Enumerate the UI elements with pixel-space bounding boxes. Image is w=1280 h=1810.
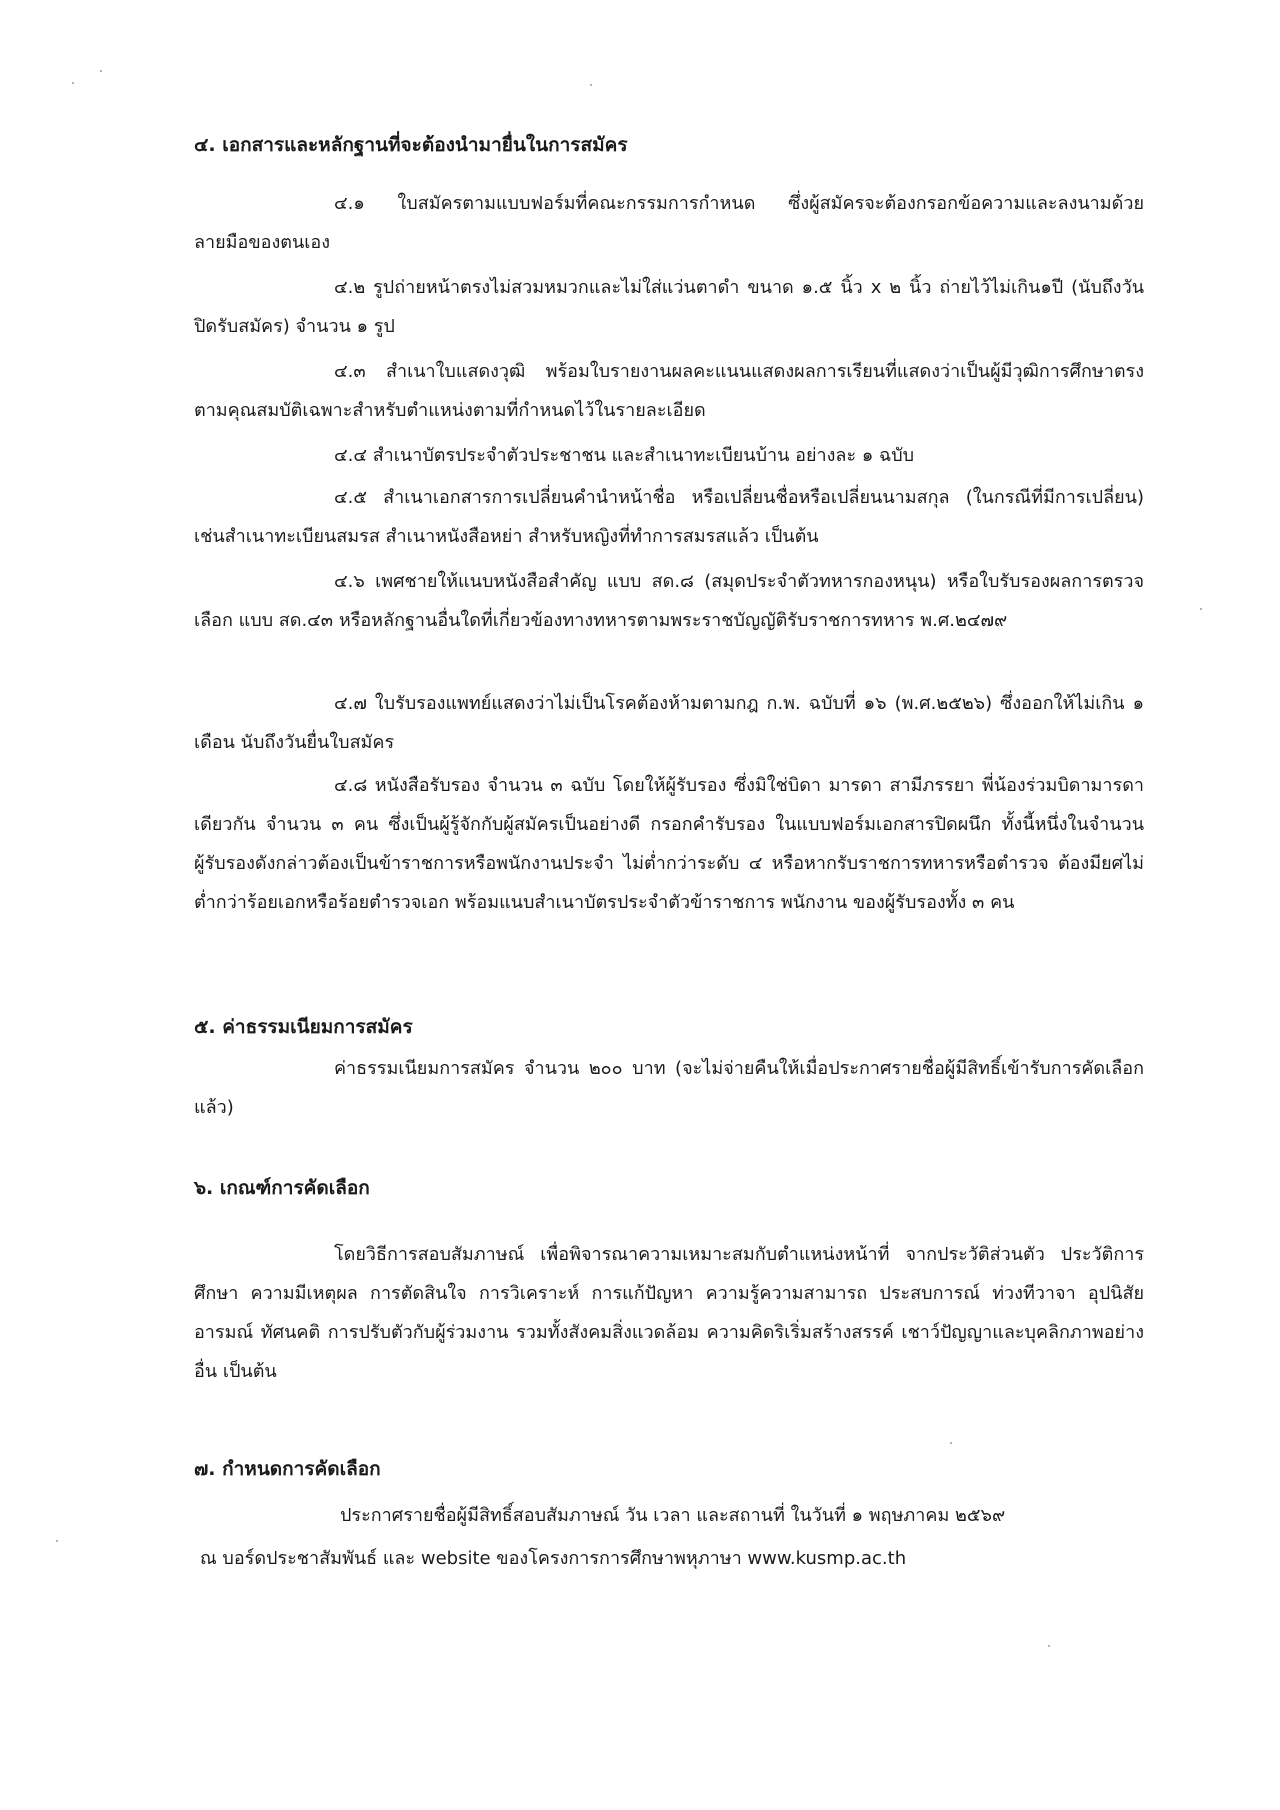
scan-speck <box>590 84 592 86</box>
item-4-2: ๔.๒ รูปถ่ายหน้าตรงไม่สวมหมวกและไม่ใส่แว่นตาดำ ขนาด ๑.๕ นิ้ว x ๒ นิ้ว ถ่ายไว้ไม่เกิน๑ปี (นับถึงวันปิดรับสมัคร) จำนวน ๑ รูป <box>194 277 1144 337</box>
section-4-heading: ๔. เอกสารและหลักฐานที่จะต้องนำมายื่นในการสมัคร <box>194 134 628 156</box>
scan-speck <box>56 1540 58 1542</box>
item-4-4: ๔.๔ สำเนาบัตรประจำตัวประชาชน และสำเนาทะเบียนบ้าน อย่างละ ๑ ฉบับ <box>334 445 915 466</box>
item-4-8: ๔.๘ หนังสือรับรอง จำนวน ๓ ฉบับ โดยให้ผู้รับรอง ซึ่งมิใช่บิดา มารดา สามีภรรยา พี่น้องร่วมบิดามารดาเดียวกัน จำนวน ๓ คน ซึ่งเป็นผู้รู้จักกับผู้สมัครเป็นอย่างดี กรอกคำรับรอง ในแบบฟอร์มเอกสารปิดผนึก ทั้งนี้หนึ่งในจำนวนผู้รับรองดังกล่าวต้องเป็นข้าราชการหรือพนักงานประจำ ไม่ต่ำกว่าระดับ ๔ หรือหากรับราชการทหารหรือตำรวจ ต้องมียศไม่ต่ำกว่าร้อยเอกหรือร้อยตำรวจเอก พร้อมแนบสำเนาบัตรประจำตัวข้าราชการ พนักงาน ของผู้รับรองทั้ง ๓ คน <box>194 775 1144 913</box>
scan-speck <box>72 82 74 84</box>
scan-speck <box>950 1442 952 1444</box>
item-4-5: ๔.๕ สำเนาเอกสารการเปลี่ยนคำนำหน้าชื่อ หรือเปลี่ยนชื่อหรือเปลี่ยนนามสกุล (ในกรณีที่มีการเปลี่ยน) เช่นสำเนาทะเบียนสมรส สำเนาหนังสือหย่า สำหรับหญิงที่ทำการสมรสแล้ว เป็นต้น <box>194 487 1144 547</box>
section-6-heading: ๖. เกณฑ์การคัดเลือก <box>194 1177 370 1199</box>
scan-speck <box>1048 1645 1050 1647</box>
section-7-line-2: ณ บอร์ดประชาสัมพันธ์ และ website ของโครงการการศึกษาพหุภาษา www.kusmp.ac.th <box>200 1548 907 1569</box>
scan-speck <box>1200 608 1202 610</box>
item-4-6: ๔.๖ เพศชายให้แนบหนังสือสำคัญ แบบ สด.๘ (สมุดประจำตัวทหารกองหนุน) หรือใบรับรองผลการตรวจเลือก แบบ สด.๔๓ หรือหลักฐานอื่นใดที่เกี่ยวข้องทางทหารตามพระราชบัญญัติรับราชการทหาร พ.ศ.๒๔๗๙ <box>194 571 1144 631</box>
section-6-body: โดยวิธีการสอบสัมภาษณ์ เพื่อพิจารณาความเหมาะสมกับตำแหน่งหน้าที่ จากประวัติส่วนตัว ประวัติการศึกษา ความมีเหตุผล การตัดสินใจ การวิเคราะห์ การแก้ปัญหา ความรู้ความสามารถ ประสบการณ์ ท่วงทีวาจา อุปนิสัย อารมณ์ ทัศนคติ การปรับตัวกับผู้ร่วมงาน รวมทั้งสังคมสิ่งแวดล้อม ความคิดริเริ่มสร้างสรรค์ เชาว์ปัญญาและบุคลิกภาพอย่างอื่น เป็นต้น <box>194 1244 1144 1382</box>
item-4-7: ๔.๗ ใบรับรองแพทย์แสดงว่าไม่เป็นโรคต้องห้ามตามกฎ ก.พ. ฉบับที่ ๑๖ (พ.ศ.๒๕๒๖) ซึ่งออกให้ไม่เกิน ๑ เดือน นับถึงวันยื่นใบสมัคร <box>194 693 1144 753</box>
section-5-heading: ๕. ค่าธรรมเนียมการสมัคร <box>194 1016 413 1038</box>
section-5-body: ค่าธรรมเนียมการสมัคร จำนวน ๒๐๐ บาท (จะไม่จ่ายคืนให้เมื่อประกาศรายชื่อผู้มีสิทธิ์เข้ารับการคัดเลือกแล้ว) <box>194 1058 1144 1118</box>
item-4-3: ๔.๓ สำเนาใบแสดงวุฒิ พร้อมใบรายงานผลคะแนนแสดงผลการเรียนที่แสดงว่าเป็นผู้มีวุฒิการศึกษาตรงตามคุณสมบัติเฉพาะสำหรับตำแหน่งตามที่กำหนดไว้ในรายละเอียด <box>194 361 1144 421</box>
item-4-1: ๔.๑ ใบสมัครตามแบบฟอร์มที่คณะกรรมการกำหนด ซึ่งผู้สมัครจะต้องกรอกข้อความและลงนามด้วยลายมือของตนเอง <box>194 193 1144 253</box>
scan-speck <box>100 70 102 72</box>
section-7-heading: ๗. กำหนดการคัดเลือก <box>194 1458 381 1480</box>
section-7-line-1: ประกาศรายชื่อผู้มีสิทธิ์สอบสัมภาษณ์ วัน เวลา และสถานที่ ในวันที่ ๑ พฤษภาคม ๒๕๖๙ <box>340 1505 1006 1526</box>
